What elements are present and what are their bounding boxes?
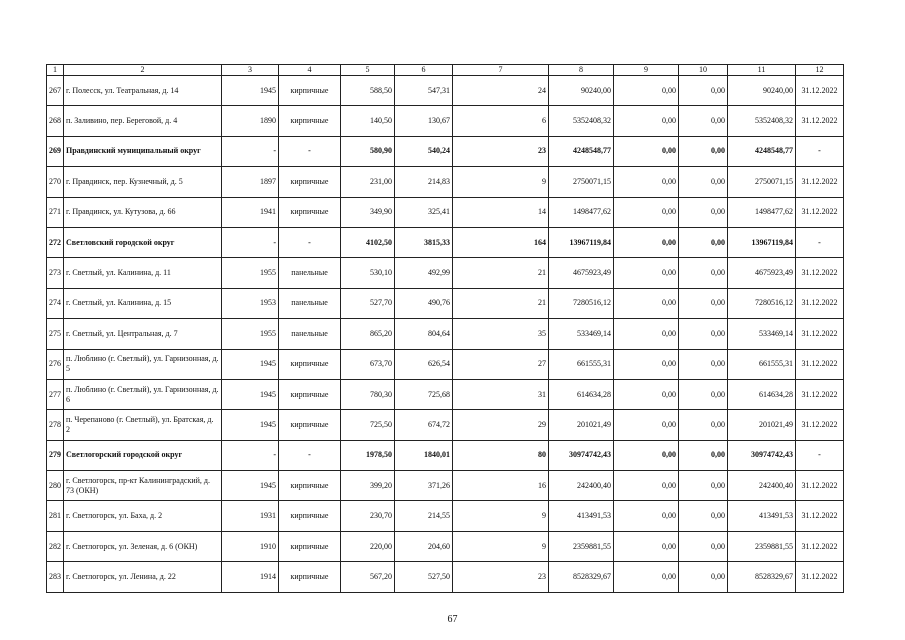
value11-cell: 413491,53 bbox=[728, 501, 796, 531]
cost-cell: 2750071,15 bbox=[549, 167, 614, 197]
cost-cell: 201021,49 bbox=[549, 410, 614, 440]
residents-cell: 80 bbox=[453, 440, 549, 470]
row-number-cell: 280 bbox=[47, 471, 64, 501]
cost-cell: 614634,28 bbox=[549, 379, 614, 409]
value10-cell: 0,00 bbox=[679, 258, 728, 288]
material-cell: кирпичные bbox=[279, 379, 341, 409]
table-row bbox=[47, 379, 844, 409]
year-cell: 1941 bbox=[222, 197, 279, 227]
value9-cell: 0,00 bbox=[614, 562, 679, 592]
total-area-cell: 220,00 bbox=[341, 531, 395, 561]
deadline-cell: 31.12.2022 bbox=[796, 349, 844, 379]
table-subtotal-row bbox=[47, 136, 844, 166]
value10-cell: 0,00 bbox=[679, 197, 728, 227]
value10-cell: 0,00 bbox=[679, 531, 728, 561]
cost-cell: 30974742,43 bbox=[549, 440, 614, 470]
table-row bbox=[47, 258, 844, 288]
cost-cell: 2359881,55 bbox=[549, 531, 614, 561]
row-number-cell: 274 bbox=[47, 288, 64, 318]
value11-cell: 4248548,77 bbox=[728, 136, 796, 166]
value9-cell: 0,00 bbox=[614, 197, 679, 227]
value9-cell: 0,00 bbox=[614, 410, 679, 440]
value9-cell: 0,00 bbox=[614, 471, 679, 501]
deadline-cell: 31.12.2022 bbox=[796, 562, 844, 592]
living-area-cell: 214,83 bbox=[395, 167, 453, 197]
column-number-cell: 10 bbox=[679, 65, 728, 76]
row-number-cell: 270 bbox=[47, 167, 64, 197]
deadline-cell: - bbox=[796, 227, 844, 257]
cost-cell: 13967119,84 bbox=[549, 227, 614, 257]
column-number-cell: 12 bbox=[796, 65, 844, 76]
deadline-cell: 31.12.2022 bbox=[796, 319, 844, 349]
residents-cell: 9 bbox=[453, 501, 549, 531]
total-area-cell: 673,70 bbox=[341, 349, 395, 379]
cost-cell: 661555,31 bbox=[549, 349, 614, 379]
year-cell: 1931 bbox=[222, 501, 279, 531]
living-area-cell: 1840,01 bbox=[395, 440, 453, 470]
material-cell: кирпичные bbox=[279, 106, 341, 136]
material-cell: кирпичные bbox=[279, 531, 341, 561]
value9-cell: 0,00 bbox=[614, 106, 679, 136]
address-cell: п. Заливино, пер. Береговой, д. 4 bbox=[64, 106, 222, 136]
value11-cell: 30974742,43 bbox=[728, 440, 796, 470]
cost-cell: 1498477,62 bbox=[549, 197, 614, 227]
value9-cell: 0,00 bbox=[614, 288, 679, 318]
value11-cell: 614634,28 bbox=[728, 379, 796, 409]
material-cell: кирпичные bbox=[279, 410, 341, 440]
residents-cell: 29 bbox=[453, 410, 549, 440]
value11-cell: 201021,49 bbox=[728, 410, 796, 440]
total-area-cell: 588,50 bbox=[341, 76, 395, 106]
living-area-cell: 3815,33 bbox=[395, 227, 453, 257]
value10-cell: 0,00 bbox=[679, 76, 728, 106]
year-cell: - bbox=[222, 440, 279, 470]
row-number-cell: 275 bbox=[47, 319, 64, 349]
value9-cell: 0,00 bbox=[614, 227, 679, 257]
table-row bbox=[47, 167, 844, 197]
value11-cell: 7280516,12 bbox=[728, 288, 796, 318]
living-area-cell: 527,50 bbox=[395, 562, 453, 592]
row-number-cell: 272 bbox=[47, 227, 64, 257]
deadline-cell: 31.12.2022 bbox=[796, 288, 844, 318]
address-cell: г. Светлогорск, ул. Ленина, д. 22 bbox=[64, 562, 222, 592]
column-number-cell: 3 bbox=[222, 65, 279, 76]
year-cell: 1945 bbox=[222, 349, 279, 379]
total-area-cell: 530,10 bbox=[341, 258, 395, 288]
table-row bbox=[47, 197, 844, 227]
row-number-cell: 269 bbox=[47, 136, 64, 166]
value11-cell: 5352408,32 bbox=[728, 106, 796, 136]
deadline-cell: 31.12.2022 bbox=[796, 379, 844, 409]
value10-cell: 0,00 bbox=[679, 471, 728, 501]
deadline-cell: 31.12.2022 bbox=[796, 76, 844, 106]
address-cell: г. Светлый, ул. Центральная, д. 7 bbox=[64, 319, 222, 349]
residents-cell: 21 bbox=[453, 258, 549, 288]
material-cell: - bbox=[279, 136, 341, 166]
address-cell: г. Светлый, ул. Калинина, д. 15 bbox=[64, 288, 222, 318]
column-number-cell: 6 bbox=[395, 65, 453, 76]
living-area-cell: 214,55 bbox=[395, 501, 453, 531]
value9-cell: 0,00 bbox=[614, 531, 679, 561]
value11-cell: 2359881,55 bbox=[728, 531, 796, 561]
cost-cell: 533469,14 bbox=[549, 319, 614, 349]
value9-cell: 0,00 bbox=[614, 319, 679, 349]
material-cell: кирпичные bbox=[279, 197, 341, 227]
table-row bbox=[47, 562, 844, 592]
living-area-cell: 492,99 bbox=[395, 258, 453, 288]
year-cell: 1945 bbox=[222, 379, 279, 409]
address-cell: г. Правдинск, ул. Кутузова, д. 66 bbox=[64, 197, 222, 227]
address-cell: п. Люблино (г. Светлый), ул. Гарнизонная, д. 6 bbox=[64, 379, 222, 409]
cost-cell: 8528329,67 bbox=[549, 562, 614, 592]
deadline-cell: 31.12.2022 bbox=[796, 106, 844, 136]
cost-cell: 413491,53 bbox=[549, 501, 614, 531]
residents-cell: 164 bbox=[453, 227, 549, 257]
table-row bbox=[47, 288, 844, 318]
table-row bbox=[47, 76, 844, 106]
total-area-cell: 780,30 bbox=[341, 379, 395, 409]
value11-cell: 8528329,67 bbox=[728, 562, 796, 592]
material-cell: панельные bbox=[279, 319, 341, 349]
year-cell: 1955 bbox=[222, 319, 279, 349]
residents-cell: 23 bbox=[453, 136, 549, 166]
cost-cell: 242400,40 bbox=[549, 471, 614, 501]
cost-cell: 90240,00 bbox=[549, 76, 614, 106]
value11-cell: 242400,40 bbox=[728, 471, 796, 501]
value10-cell: 0,00 bbox=[679, 379, 728, 409]
row-number-cell: 271 bbox=[47, 197, 64, 227]
material-cell: - bbox=[279, 440, 341, 470]
table-row bbox=[47, 501, 844, 531]
value10-cell: 0,00 bbox=[679, 136, 728, 166]
row-number-cell: 282 bbox=[47, 531, 64, 561]
value11-cell: 661555,31 bbox=[728, 349, 796, 379]
value10-cell: 0,00 bbox=[679, 562, 728, 592]
total-area-cell: 580,90 bbox=[341, 136, 395, 166]
total-area-cell: 865,20 bbox=[341, 319, 395, 349]
row-number-cell: 281 bbox=[47, 501, 64, 531]
address-cell: Светловский городской округ bbox=[64, 227, 222, 257]
deadline-cell: - bbox=[796, 440, 844, 470]
residents-cell: 27 bbox=[453, 349, 549, 379]
year-cell: 1897 bbox=[222, 167, 279, 197]
address-cell: п. Люблино (г. Светлый), ул. Гарнизонная, д. 5 bbox=[64, 349, 222, 379]
cost-cell: 4248548,77 bbox=[549, 136, 614, 166]
year-cell: 1945 bbox=[222, 471, 279, 501]
residents-cell: 24 bbox=[453, 76, 549, 106]
year-cell: - bbox=[222, 227, 279, 257]
deadline-cell: - bbox=[796, 136, 844, 166]
year-cell: - bbox=[222, 136, 279, 166]
total-area-cell: 140,50 bbox=[341, 106, 395, 136]
row-number-cell: 276 bbox=[47, 349, 64, 379]
value11-cell: 13967119,84 bbox=[728, 227, 796, 257]
table-subtotal-row bbox=[47, 440, 844, 470]
residents-cell: 14 bbox=[453, 197, 549, 227]
residents-cell: 35 bbox=[453, 319, 549, 349]
living-area-cell: 725,68 bbox=[395, 379, 453, 409]
value9-cell: 0,00 bbox=[614, 379, 679, 409]
living-area-cell: 325,41 bbox=[395, 197, 453, 227]
value11-cell: 533469,14 bbox=[728, 319, 796, 349]
table-row bbox=[47, 349, 844, 379]
value10-cell: 0,00 bbox=[679, 288, 728, 318]
value11-cell: 90240,00 bbox=[728, 76, 796, 106]
material-cell: кирпичные bbox=[279, 167, 341, 197]
value10-cell: 0,00 bbox=[679, 227, 728, 257]
residents-cell: 9 bbox=[453, 531, 549, 561]
column-number-row bbox=[47, 65, 844, 76]
address-cell: г. Светлогорск, пр-кт Калининградский, д. 73 (ОКН) bbox=[64, 471, 222, 501]
table-row bbox=[47, 471, 844, 501]
address-cell: г. Светлый, ул. Калинина, д. 11 bbox=[64, 258, 222, 288]
page-number: 67 bbox=[447, 614, 458, 625]
residents-cell: 21 bbox=[453, 288, 549, 318]
value10-cell: 0,00 bbox=[679, 501, 728, 531]
table-row bbox=[47, 319, 844, 349]
year-cell: 1945 bbox=[222, 410, 279, 440]
living-area-cell: 490,76 bbox=[395, 288, 453, 318]
material-cell: панельные bbox=[279, 258, 341, 288]
deadline-cell: 31.12.2022 bbox=[796, 471, 844, 501]
living-area-cell: 674,72 bbox=[395, 410, 453, 440]
residents-cell: 16 bbox=[453, 471, 549, 501]
total-area-cell: 349,90 bbox=[341, 197, 395, 227]
value10-cell: 0,00 bbox=[679, 106, 728, 136]
residents-cell: 9 bbox=[453, 167, 549, 197]
address-cell: Правдинский муниципальный округ bbox=[64, 136, 222, 166]
row-number-cell: 283 bbox=[47, 562, 64, 592]
total-area-cell: 527,70 bbox=[341, 288, 395, 318]
address-cell: Светлогорский городской округ bbox=[64, 440, 222, 470]
value9-cell: 0,00 bbox=[614, 349, 679, 379]
value9-cell: 0,00 bbox=[614, 76, 679, 106]
row-number-cell: 278 bbox=[47, 410, 64, 440]
value9-cell: 0,00 bbox=[614, 501, 679, 531]
column-number-cell: 8 bbox=[549, 65, 614, 76]
deadline-cell: 31.12.2022 bbox=[796, 531, 844, 561]
row-number-cell: 273 bbox=[47, 258, 64, 288]
value9-cell: 0,00 bbox=[614, 258, 679, 288]
living-area-cell: 626,54 bbox=[395, 349, 453, 379]
address-cell: г. Светлогорск, ул. Зеленая, д. 6 (ОКН) bbox=[64, 531, 222, 561]
value9-cell: 0,00 bbox=[614, 440, 679, 470]
table-subtotal-row bbox=[47, 227, 844, 257]
value9-cell: 0,00 bbox=[614, 167, 679, 197]
row-number-cell: 277 bbox=[47, 379, 64, 409]
column-number-cell: 5 bbox=[341, 65, 395, 76]
column-number-cell: 2 bbox=[64, 65, 222, 76]
buildings-table bbox=[46, 64, 844, 593]
table-body bbox=[47, 65, 844, 593]
year-cell: 1955 bbox=[222, 258, 279, 288]
material-cell: кирпичные bbox=[279, 562, 341, 592]
material-cell: кирпичные bbox=[279, 349, 341, 379]
living-area-cell: 130,67 bbox=[395, 106, 453, 136]
value10-cell: 0,00 bbox=[679, 410, 728, 440]
total-area-cell: 567,20 bbox=[341, 562, 395, 592]
value10-cell: 0,00 bbox=[679, 440, 728, 470]
address-cell: г. Правдинск, пер. Кузнечный, д. 5 bbox=[64, 167, 222, 197]
table-row bbox=[47, 106, 844, 136]
deadline-cell: 31.12.2022 bbox=[796, 197, 844, 227]
row-number-cell: 268 bbox=[47, 106, 64, 136]
deadline-cell: 31.12.2022 bbox=[796, 258, 844, 288]
total-area-cell: 4102,50 bbox=[341, 227, 395, 257]
material-cell: кирпичные bbox=[279, 501, 341, 531]
total-area-cell: 1978,50 bbox=[341, 440, 395, 470]
column-number-cell: 7 bbox=[453, 65, 549, 76]
living-area-cell: 371,26 bbox=[395, 471, 453, 501]
address-cell: г. Светлогорск, ул. Баха, д. 2 bbox=[64, 501, 222, 531]
material-cell: кирпичные bbox=[279, 471, 341, 501]
row-number-cell: 279 bbox=[47, 440, 64, 470]
row-number-cell: 267 bbox=[47, 76, 64, 106]
address-cell: п. Черепаново (г. Светлый), ул. Братская, д. 2 bbox=[64, 410, 222, 440]
total-area-cell: 231,00 bbox=[341, 167, 395, 197]
value11-cell: 1498477,62 bbox=[728, 197, 796, 227]
residents-cell: 6 bbox=[453, 106, 549, 136]
living-area-cell: 547,31 bbox=[395, 76, 453, 106]
year-cell: 1910 bbox=[222, 531, 279, 561]
value10-cell: 0,00 bbox=[679, 319, 728, 349]
value11-cell: 4675923,49 bbox=[728, 258, 796, 288]
column-number-cell: 9 bbox=[614, 65, 679, 76]
year-cell: 1914 bbox=[222, 562, 279, 592]
material-cell: кирпичные bbox=[279, 76, 341, 106]
residents-cell: 23 bbox=[453, 562, 549, 592]
column-number-cell: 11 bbox=[728, 65, 796, 76]
living-area-cell: 804,64 bbox=[395, 319, 453, 349]
material-cell: панельные bbox=[279, 288, 341, 318]
year-cell: 1890 bbox=[222, 106, 279, 136]
deadline-cell: 31.12.2022 bbox=[796, 501, 844, 531]
address-cell: г. Полесск, ул. Театральная, д. 14 bbox=[64, 76, 222, 106]
column-number-cell: 4 bbox=[279, 65, 341, 76]
value10-cell: 0,00 bbox=[679, 167, 728, 197]
total-area-cell: 725,50 bbox=[341, 410, 395, 440]
year-cell: 1945 bbox=[222, 76, 279, 106]
table-row bbox=[47, 531, 844, 561]
value9-cell: 0,00 bbox=[614, 136, 679, 166]
cost-cell: 4675923,49 bbox=[549, 258, 614, 288]
residents-cell: 31 bbox=[453, 379, 549, 409]
living-area-cell: 540,24 bbox=[395, 136, 453, 166]
cost-cell: 7280516,12 bbox=[549, 288, 614, 318]
value10-cell: 0,00 bbox=[679, 349, 728, 379]
year-cell: 1953 bbox=[222, 288, 279, 318]
living-area-cell: 204,60 bbox=[395, 531, 453, 561]
total-area-cell: 230,70 bbox=[341, 501, 395, 531]
cost-cell: 5352408,32 bbox=[549, 106, 614, 136]
total-area-cell: 399,20 bbox=[341, 471, 395, 501]
material-cell: - bbox=[279, 227, 341, 257]
deadline-cell: 31.12.2022 bbox=[796, 167, 844, 197]
deadline-cell: 31.12.2022 bbox=[796, 410, 844, 440]
column-number-cell: 1 bbox=[47, 65, 64, 76]
table-row bbox=[47, 410, 844, 440]
value11-cell: 2750071,15 bbox=[728, 167, 796, 197]
